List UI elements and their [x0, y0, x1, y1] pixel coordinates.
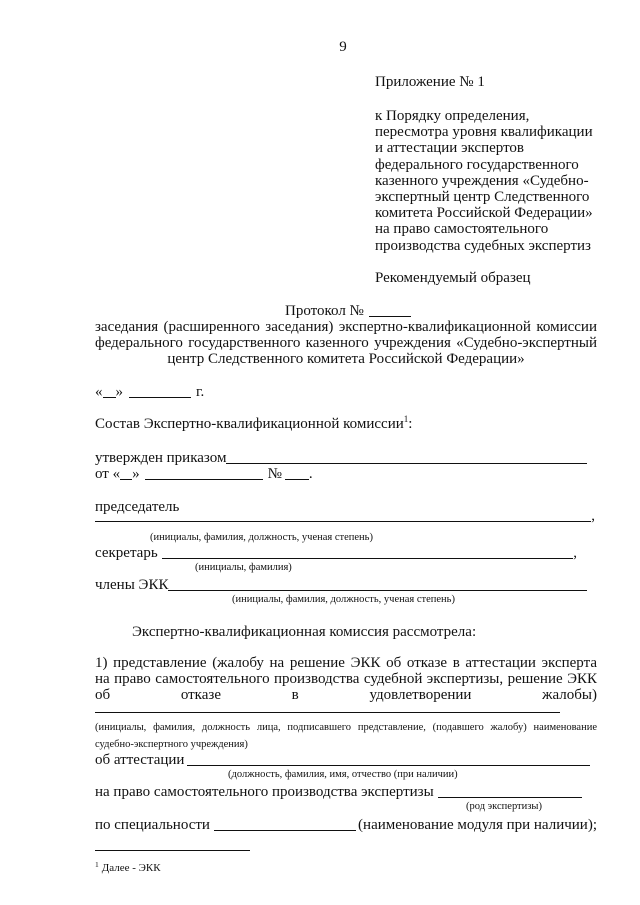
secretary-end: ,	[573, 545, 577, 561]
submitter-caption-line: (инициалы, фамилия, должность лица, подписавшего представление, (подавшего жалобу) наименование	[95, 722, 597, 733]
approved-order-blank	[226, 452, 587, 464]
date-day-blank	[103, 386, 116, 398]
appendix-line: на право самостоятельного	[375, 221, 549, 238]
members-label: члены ЭКК	[95, 577, 169, 593]
secretary-label: секретарь	[95, 545, 158, 561]
secretary-row	[95, 544, 577, 562]
composition-heading-colon: :	[408, 416, 413, 432]
order-date-label: от «	[95, 466, 121, 482]
footnote-separator	[95, 850, 250, 851]
date-year-suffix: г.	[196, 384, 205, 400]
protocol-subtitle-line: федерального государственного казенного учреждения «Судебно-экспертный	[95, 335, 597, 351]
chairman-label: председатель	[95, 499, 180, 515]
review-item-line: об отказе в удовлетворении жалобы)	[95, 687, 597, 703]
appendix-line: федерального государственного	[375, 156, 579, 173]
appendix-line: производства судебных экспертиз	[375, 237, 591, 254]
date-close-quote: »	[115, 384, 123, 400]
module-note: (наименование модуля при наличии);	[358, 817, 597, 833]
approved-order-label: утвержден приказом	[95, 450, 227, 466]
page-number: 9	[339, 39, 347, 55]
appendix-line: комитета Российской Федерации»	[375, 205, 593, 222]
order-number-blank	[285, 468, 309, 480]
specialty-label: по специальности	[95, 817, 210, 833]
order-date-close-quote: »	[132, 466, 140, 482]
order-day-blank	[120, 468, 132, 480]
footnote	[95, 859, 161, 877]
appendix-line: казенного учреждения «Судебно-	[375, 172, 589, 189]
review-item-line: 1) представление (жалобу на решение ЭКК об отказе в аттестации эксперта	[95, 655, 597, 671]
date-open-quote: «	[95, 384, 103, 400]
composition-heading-text: Состав Экспертно-квалификационной комиссии	[95, 416, 404, 432]
submitter-caption-line: судебно-экспертного учреждения)	[95, 739, 248, 750]
order-number-label: №	[267, 466, 282, 482]
attestation-label: об аттестации	[95, 752, 185, 768]
members-blank	[168, 579, 587, 591]
sample-label: Рекомендуемый образец	[375, 270, 531, 286]
attestation-blank	[187, 754, 590, 766]
chairman-blank	[95, 510, 591, 522]
date-month-blank	[129, 386, 191, 398]
appendix-title: Приложение № 1	[375, 74, 485, 90]
appendix-line: к Порядку определения,	[375, 108, 530, 124]
chairman-caption: (инициалы, фамилия, должность, ученая степень)	[150, 532, 373, 543]
secretary-caption: (инициалы, фамилия)	[195, 562, 292, 573]
expertise-type-blank	[438, 786, 582, 798]
expertise-right-label: на право самостоятельного производства экспертизы	[95, 784, 434, 800]
expertise-caption: (род экспертизы)	[466, 801, 542, 812]
chairman-fill-row	[95, 507, 595, 525]
footnote-mark: 1	[95, 860, 99, 869]
specialty-row	[95, 816, 597, 834]
protocol-number-blank	[369, 305, 411, 317]
attestation-caption: (должность, фамилия, имя, отчество (при наличии)	[228, 769, 458, 780]
appendix-line: и аттестации экспертов	[375, 140, 525, 157]
protocol-subtitle-line: заседания (расширенного заседания) экспертно-квалификационной комиссии	[95, 319, 597, 335]
members-caption: (инициалы, фамилия, должность, ученая степень)	[232, 594, 455, 605]
members-row	[95, 576, 587, 594]
date-line	[95, 383, 204, 401]
attestation-row	[95, 751, 590, 769]
order-number-end: .	[308, 466, 313, 482]
appendix-reference-block	[375, 108, 593, 254]
composition-heading	[95, 415, 412, 433]
submitter-blank	[95, 712, 560, 713]
order-month-blank	[145, 468, 263, 480]
specialty-blank	[214, 819, 356, 831]
chairman-end: ,	[591, 508, 595, 524]
protocol-subtitle-line: центр Следственного комитета Российской Федерации»	[167, 351, 525, 367]
footnote-text: Далее - ЭКК	[101, 862, 161, 874]
appendix-line: экспертный центр Следственного	[375, 189, 590, 206]
appendix-line: пересмотра уровня квалификации	[375, 124, 593, 141]
review-item-line: на право самостоятельного производства судебной экспертизы, решение ЭКК	[95, 671, 597, 687]
footnote-reference: 1	[403, 414, 409, 424]
secretary-blank	[162, 547, 574, 559]
review-heading: Экспертно-квалификационная комиссия рассмотрела:	[132, 624, 477, 640]
order-date-row	[95, 465, 313, 483]
protocol-title: Протокол №	[285, 303, 364, 319]
expertise-right-row	[95, 783, 582, 801]
